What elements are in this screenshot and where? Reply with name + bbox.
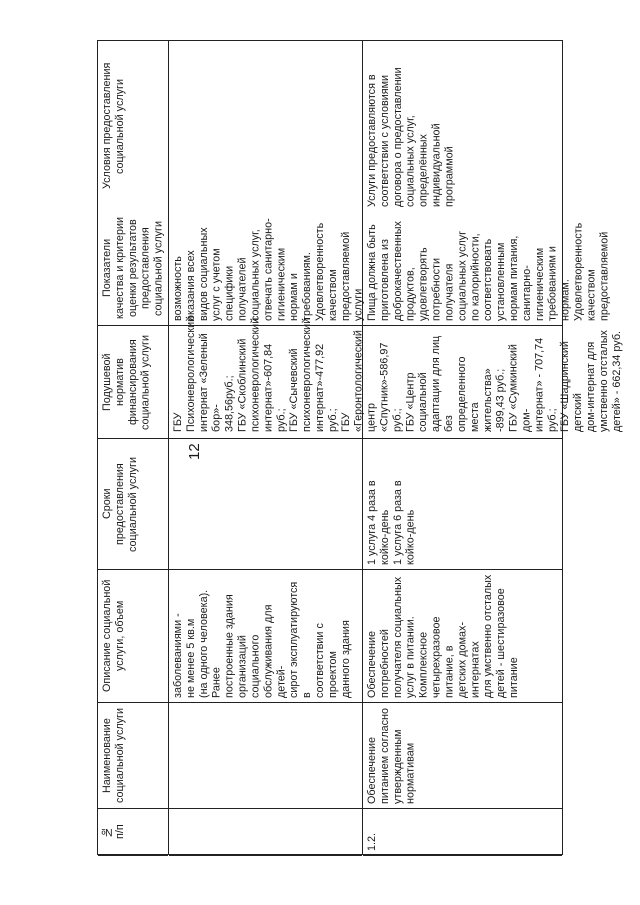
header-name: Наименование социальной услуги (98, 703, 168, 809)
header-description: Описание социальной услуги, объем (98, 570, 168, 703)
header-number: № п/п (98, 809, 168, 856)
row1-number (169, 809, 362, 856)
row1-norm: ГБУ Психоневрологический интернат «Зеленый бор»- 348,56руб.; ГБУ «Скоблинский психоневрологический интернат»-607,84 руб.; ГБУ «Сычевский психоневрологический интернат»-477,92 руб.; ГБУ «Геронтологический центр «Спутник»-586,97 руб.; ГБУ «Центр социальной адаптации для лиц без определенного места жительства» -899,43 руб.; ГБУ «Сумкинский дом- интернат» - 707,74 руб.; ГБУ «Шадринский детский дом-интернат для умственно отсталых детей» - 662,34 руб. (169, 326, 362, 439)
row1-terms (169, 439, 362, 570)
row2-description: Обеспечение потребностей получателя социальных услуг в питании. Комплексное четырехразовое питание, в детских домах-интернатах для умственно отсталых детей - шестиразовое питание (363, 570, 562, 703)
header-terms: Сроки предоставления социальной услуги (98, 439, 168, 570)
row1-description: заболеваниями - не менее 5 кв.м (на одного человека). Ранее построенные здания организаций социального обслуживания для детей- сирот эксплуатируются в соответствии с проектом данного здания (169, 570, 362, 703)
table-header-row (98, 41, 169, 854)
row2-terms: 1 услуга 4 раза в койко-день 1 услуга 6 раза в койко-день (363, 439, 562, 570)
row2-name: Обеспечение питанием согласно утвержденным нормативам (363, 703, 562, 809)
row1-name (169, 703, 362, 809)
row1-conditions (169, 41, 362, 211)
header-conditions: Условия предоставления социальной услуги (101, 62, 126, 190)
row2-conditions: Услуги предоставляются в соответствии с условиями договора о предоставлении социальных услуг, определённых индивидуальной программой (366, 67, 456, 207)
header-norm: Подушевой норматив финансирования социальной услуги (98, 326, 168, 439)
row1-indicators: возможность оказания всех видов социальных услуг с учетом специфики получателей социальных услуг, отвечать санитарно- гигиеническим нормам и требованиям. Удовлетворенность качеством предоставляемой услуги (169, 211, 362, 326)
row2-norm (363, 326, 562, 439)
page-number: 12 (186, 443, 203, 461)
header-indicators: Показатели качества и критерии оценки результатов предоставления социальной услуги (98, 211, 168, 326)
row2-number: 1.2. (363, 809, 562, 856)
social-services-table (97, 40, 623, 855)
row2-indicators: Пища должна быть приготовлена из доброкачественных продуктов, удовлетворять потребности получателя социальных услуг по калорийности, соответствовать установленным нормам питания, санитарно- гигиеническим требованиям и нормам. Удовлетворенность качеством предоставляемой (363, 211, 562, 326)
